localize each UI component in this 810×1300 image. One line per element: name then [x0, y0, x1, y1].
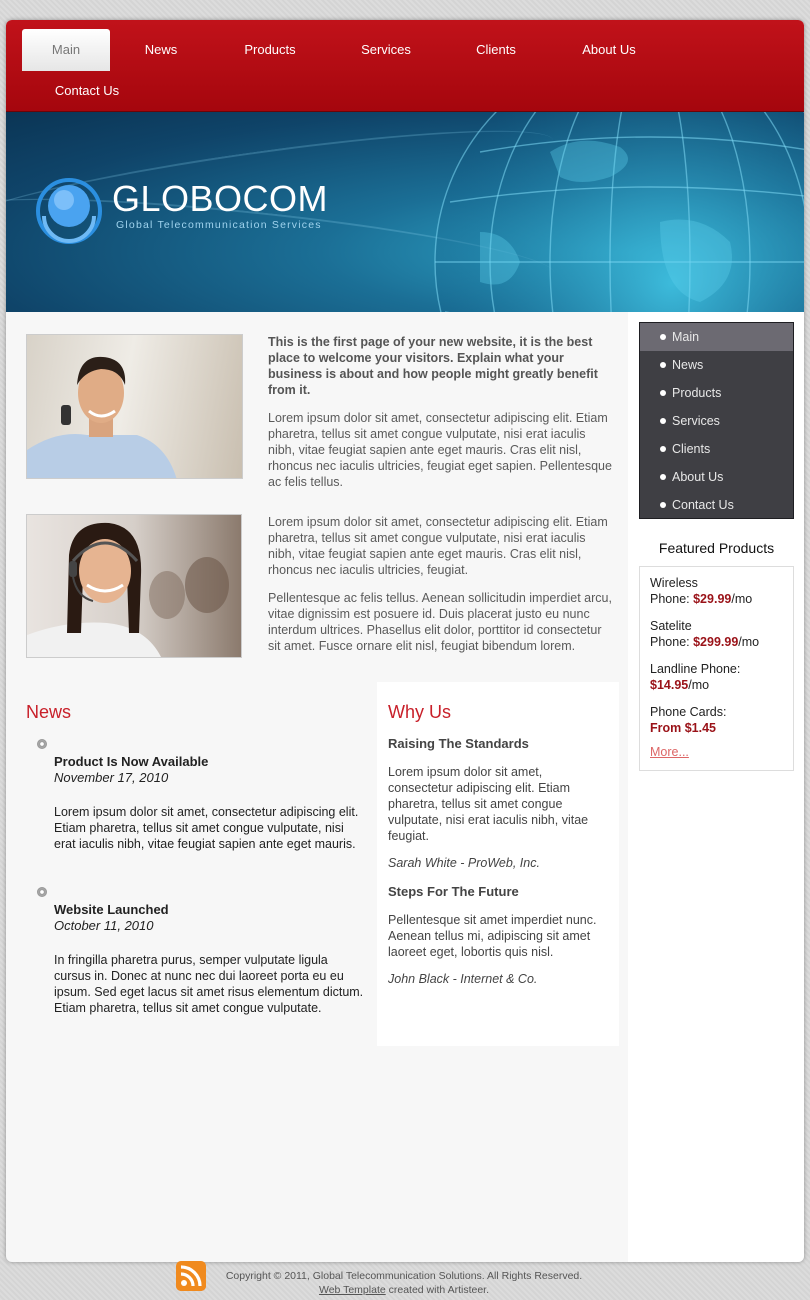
footer-credit: Web Template created with Artisteer. — [318, 1284, 490, 1296]
page-sheet — [6, 20, 804, 1262]
sidebar-item-label: News — [672, 358, 704, 372]
sidebar-item-news[interactable] — [640, 351, 793, 379]
nav-item-news[interactable]: News — [144, 42, 178, 57]
sidebar-item-about-us[interactable] — [640, 463, 793, 491]
product-price: $29.99 — [693, 592, 732, 606]
news-item-title[interactable]: Product Is Now Available — [54, 754, 209, 769]
news-item-date: November 17, 2010 — [54, 770, 169, 785]
news-item-body: Lorem ipsum dolor sit amet, consectetur adipiscing elit. Etiam pharetra, tellus sit amet congue vulputate, nisi erat iaculis nibh, vitae feugiat sapien ante eget mauris. — [54, 805, 359, 851]
bullet-icon — [660, 474, 666, 480]
product-price: $14.95 — [650, 678, 689, 692]
featured-products-heading: Featured Products — [658, 540, 775, 556]
intro-paragraph-1: Lorem ipsum dolor sit amet, consectetur adipiscing elit. Etiam pharetra, tellus sit amet congue vulputate, nisi erat iaculis nibh, vitae feugiat sapien ante eget mauris. Cras elit nisl, rhoncus nec iaculis ultricies, feugiat eget sapien. Pellentesque ac felis tellus. — [268, 411, 612, 489]
product-phone-cards: Phone Cards: From $1.45 — [650, 705, 727, 735]
product-price: $299.99 — [693, 635, 739, 649]
businessman-photo — [26, 334, 243, 479]
sidebar-item-label: Services — [672, 414, 720, 428]
sidebar-item-label: Products — [672, 386, 722, 400]
why-us-signature: John Black - Internet & Co. — [388, 972, 538, 986]
globe-graphic — [400, 112, 804, 312]
product-price: From $1.45 — [650, 721, 717, 735]
nav-item-products[interactable]: Products — [244, 42, 296, 57]
footer — [214, 1269, 594, 1297]
featured-products-box — [639, 566, 794, 771]
sidebar-item-clients[interactable] — [640, 435, 793, 463]
businessman-figure — [27, 335, 243, 479]
sidebar-item-products[interactable] — [640, 379, 793, 407]
footer-copyright: Copyright © 2011, Global Telecommunication Solutions. All Rights Reserved. — [225, 1270, 583, 1282]
sidebar-item-services[interactable] — [640, 407, 793, 435]
why-us-heading: Why Us — [388, 702, 451, 722]
why-us-body: Pellentesque sit amet imperdiet nunc. Aenean tellus mi, adipiscing sit amet laoreet eget, lobortis quis nisl. — [388, 913, 597, 959]
site-subtitle: Global Telecommunication Services — [116, 219, 322, 231]
support-agent-figure — [27, 515, 242, 658]
bullet-icon — [660, 418, 666, 424]
nav-item-contact-us[interactable]: Contact Us — [54, 83, 120, 98]
news-item-date: October 11, 2010 — [54, 918, 154, 933]
top-nav — [6, 20, 804, 112]
sidebar-item-contact-us[interactable] — [640, 491, 793, 519]
nav-item-about-us[interactable]: About Us — [582, 42, 636, 57]
news-bullet-icon — [37, 739, 47, 749]
why-us-subheading: Steps For The Future — [388, 884, 519, 899]
sidebar-item-label: About Us — [672, 470, 724, 484]
bullet-icon — [660, 502, 666, 508]
news-heading: News — [26, 702, 72, 722]
globocom-logo-icon — [36, 178, 102, 244]
rss-icon[interactable] — [176, 1261, 206, 1291]
sidebar-menu — [639, 322, 794, 519]
product-landline: Landline Phone: $14.95/mo — [650, 662, 741, 692]
intro-paragraph-3: Pellentesque ac felis tellus. Aenean sollicitudin imperdiet arcu, vitae dignissim est posuere id. Duis placerat justo eu nunc interdum ultrices. Phasellus elit dolor, porttitor id consectetur sit amet. Fusce ornare elit nisl, feugiat bibendum lorem. — [268, 591, 612, 653]
support-agent-photo — [26, 514, 242, 658]
bullet-icon — [660, 362, 666, 368]
intro-paragraph-2: Lorem ipsum dolor sit amet, consectetur adipiscing elit. Etiam pharetra, tellus sit amet congue vulputate, nisi erat iaculis nibh, vitae feugiat sapien ante eget mauris. Cras elit nisl, rhoncus nec iaculis ultricies, feugiat. — [268, 515, 608, 577]
header-banner — [6, 112, 804, 312]
nav-item-services[interactable]: Services — [361, 42, 411, 57]
more-link[interactable]: More... — [650, 745, 689, 759]
bullet-icon — [660, 446, 666, 452]
bullet-icon — [660, 334, 666, 340]
site-title[interactable]: GLOBOCOM — [112, 178, 329, 219]
sidebar-item-label: Main — [672, 330, 700, 344]
nav-item-main[interactable]: Main — [22, 29, 110, 71]
intro-lead: This is the first page of your new website, it is the best place to welcome your visitors. Explain what your business is about and how people might greatly benefit from it. — [268, 335, 598, 397]
product-wireless: Wireless Phone: $29.99/mo — [650, 576, 753, 606]
news-item-title[interactable]: Website Launched — [54, 902, 169, 917]
why-us-body: Lorem ipsum dolor sit amet, consectetur adipiscing elit. Etiam pharetra, tellus sit amet congue vulputate, nisi erat iaculis nibh, vitae feugiat. — [388, 765, 589, 843]
web-template-link[interactable]: Web Template — [318, 1284, 386, 1296]
news-bullet-icon — [37, 887, 47, 897]
why-us-subheading: Raising The Standards — [388, 736, 529, 751]
sidebar-item-label: Contact Us — [672, 498, 734, 512]
news-item-body: In fringilla pharetra purus, semper vulputate ligula cursus in. Donec at nunc nec dui laoreet porta eu eu ipsum. Sed eget lacus sit amet risus elementum dictum. Etiam pharetra, tellus sit amet congue vulputate. — [54, 953, 364, 1015]
why-us-signature: Sarah White - ProWeb, Inc. — [388, 856, 540, 870]
sidebar-item-label: Clients — [672, 442, 711, 456]
sidebar-item-main[interactable] — [640, 323, 793, 351]
bullet-icon — [660, 390, 666, 396]
nav-item-clients[interactable]: Clients — [476, 42, 516, 57]
product-satelite: Satelite Phone: $299.99/mo — [650, 619, 760, 649]
